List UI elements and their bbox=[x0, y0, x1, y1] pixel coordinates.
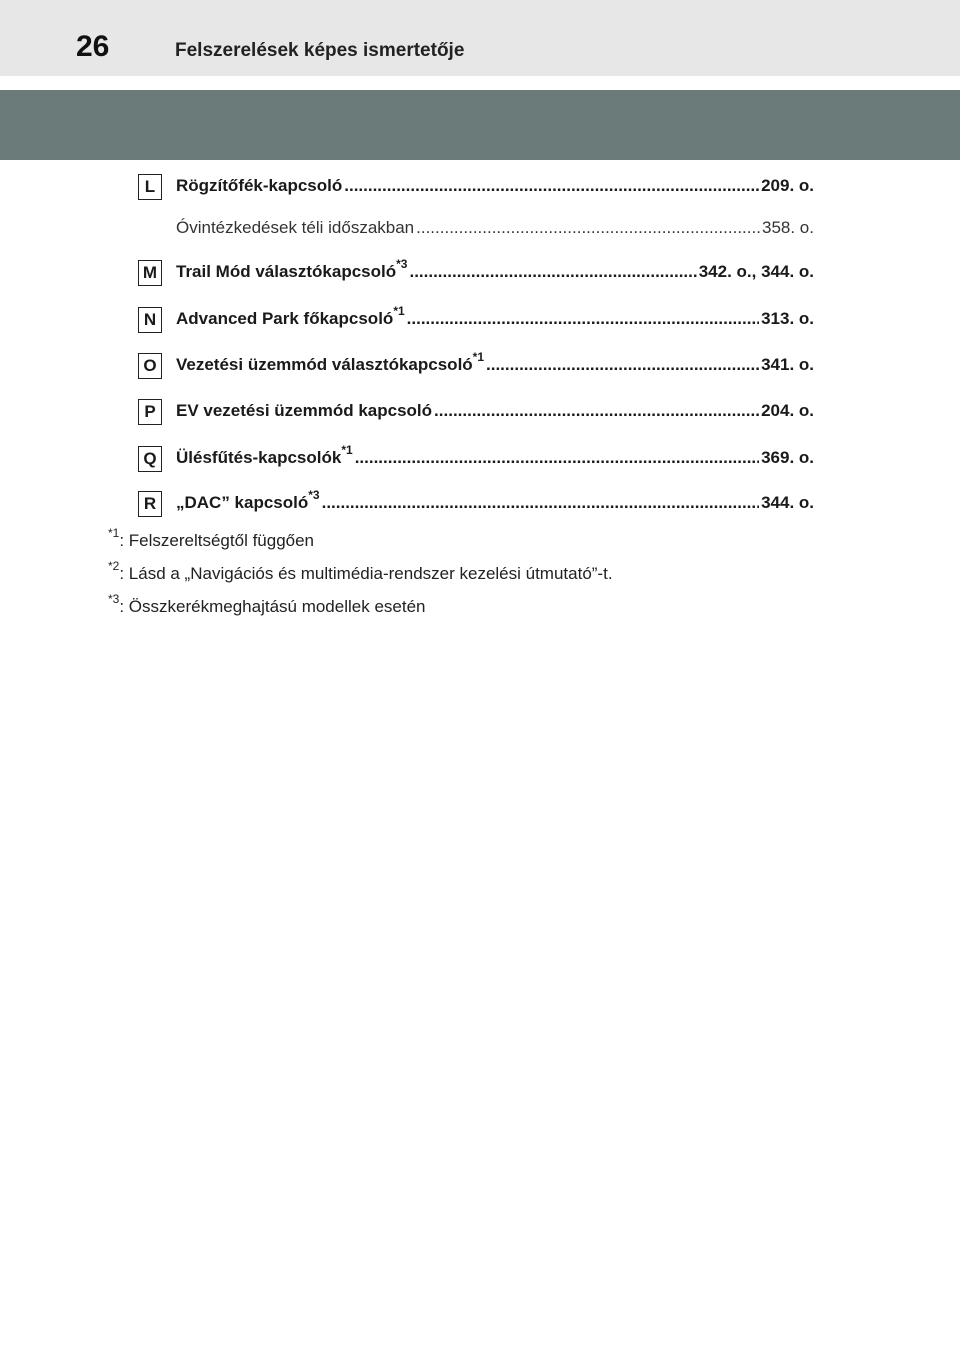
entry-label: Trail Mód választókapcsoló bbox=[176, 262, 397, 281]
footnote bbox=[108, 559, 613, 584]
entry-page-ref[interactable]: 209. o. bbox=[761, 176, 814, 195]
entry-label: Rögzítőfék-kapcsoló bbox=[176, 176, 343, 195]
entry-badge: M bbox=[138, 260, 162, 286]
footnote bbox=[108, 592, 426, 617]
entry-page-ref[interactable]: 341. o. bbox=[761, 355, 814, 374]
entry-label: „DAC” kapcsoló bbox=[176, 493, 309, 512]
footnote-text: : Felszereltségtől függően bbox=[119, 531, 315, 550]
entry-badge: Q bbox=[138, 446, 162, 472]
leader-dots bbox=[409, 262, 696, 282]
leader-dots bbox=[416, 218, 760, 238]
footnote-text: : Összkerékmeghajtású modellek esetén bbox=[119, 597, 426, 616]
footnote-mark: *3 bbox=[308, 488, 320, 503]
leader-dots bbox=[407, 309, 759, 329]
leader-dots bbox=[322, 493, 759, 513]
footnote-mark: *1 bbox=[108, 526, 120, 541]
entry-label: Advanced Park főkapcsoló bbox=[176, 309, 394, 328]
entry-label: Óvintézkedések téli időszakban bbox=[176, 218, 415, 237]
index-entry bbox=[0, 399, 960, 429]
entry-page-ref[interactable]: 204. o. bbox=[761, 401, 814, 420]
footnote-mark: *2 bbox=[108, 559, 120, 574]
index-entry bbox=[0, 488, 960, 521]
header-bar bbox=[0, 0, 960, 76]
index-entry bbox=[0, 443, 960, 476]
footnote-mark: *3 bbox=[396, 257, 408, 272]
leader-dots bbox=[486, 355, 759, 375]
footnote-text: : Lásd a „Navigációs és multimédia-rendszer kezelési útmutató”-t. bbox=[119, 564, 613, 583]
entry-badge: N bbox=[138, 307, 162, 333]
leader-dots bbox=[355, 448, 759, 468]
entry-badge: R bbox=[138, 491, 162, 517]
entry-badge: O bbox=[138, 353, 162, 379]
entry-label: Ülésfűtés-kapcsolók bbox=[176, 448, 342, 467]
index-entry bbox=[0, 350, 960, 383]
footnote-mark: *1 bbox=[393, 304, 405, 319]
footnote-mark: *1 bbox=[472, 350, 485, 365]
leader-dots bbox=[344, 176, 759, 196]
page-number: 26 bbox=[76, 30, 110, 63]
index-entry bbox=[0, 304, 960, 337]
entry-badge: L bbox=[138, 174, 162, 200]
index-subentry bbox=[0, 216, 960, 246]
index-entry bbox=[0, 257, 960, 290]
footnote-mark: *1 bbox=[341, 443, 353, 458]
section-title: Felszerelések képes ismertetője bbox=[175, 40, 465, 61]
footnote-mark: *3 bbox=[108, 592, 120, 607]
entry-label: EV vezetési üzemmód kapcsoló bbox=[176, 401, 433, 420]
entry-page-ref[interactable]: 342. o., 344. o. bbox=[698, 262, 814, 281]
section-band bbox=[0, 90, 960, 160]
footnote bbox=[108, 526, 315, 551]
entry-label: Vezetési üzemmód választókapcsoló bbox=[176, 355, 473, 374]
entry-badge: P bbox=[138, 399, 162, 425]
entry-page-ref[interactable]: 344. o. bbox=[761, 493, 814, 512]
leader-dots bbox=[434, 401, 759, 421]
entry-page-ref[interactable]: 358. o. bbox=[762, 218, 814, 237]
entry-page-ref[interactable]: 313. o. bbox=[761, 309, 814, 328]
index-entry bbox=[0, 174, 960, 204]
entry-page-ref[interactable]: 369. o. bbox=[761, 448, 814, 467]
